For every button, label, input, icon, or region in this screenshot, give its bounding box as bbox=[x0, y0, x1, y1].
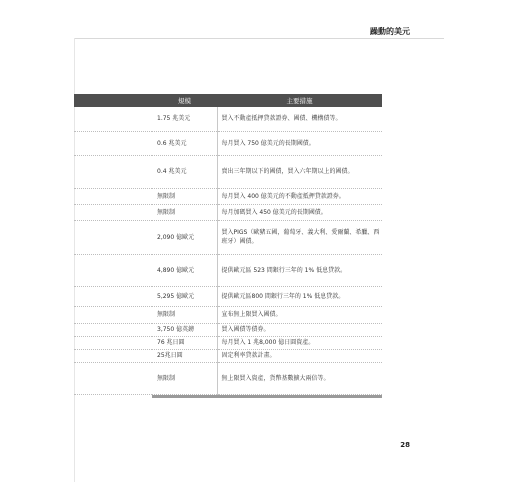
table-row bbox=[74, 254, 382, 286]
measure-cell: 每月買入 400 億美元的不動產抵押貸款證券。 bbox=[217, 188, 382, 204]
qe-measures-table bbox=[74, 94, 382, 395]
measure-cell: 固定利率貸款計畫。 bbox=[217, 349, 382, 362]
table-header-row bbox=[74, 94, 382, 107]
table-row bbox=[74, 362, 382, 394]
measure-cell: 每月買入 750 億美元的長期國債。 bbox=[217, 131, 382, 155]
category-cell bbox=[74, 107, 152, 131]
category-cell bbox=[74, 349, 152, 362]
measure-cell: 宣布無上限買入國債。 bbox=[217, 306, 382, 323]
scale-cell: 0.4 兆美元 bbox=[152, 155, 217, 188]
scale-cell: 無限制 bbox=[152, 362, 217, 394]
measure-cell: 提供歐元區800 間銀行三年的 1% 低息貸款。 bbox=[217, 286, 382, 306]
scale-cell: 0.6 兆美元 bbox=[152, 131, 217, 155]
table-row bbox=[74, 204, 382, 220]
header-cell-measures: 主要措施 bbox=[217, 94, 382, 107]
measure-cell: 買入不動產抵押貸款證券、國債、機構債等。 bbox=[217, 107, 382, 131]
measure-cell: 每月買入 1 兆8,000 億日圓資產。 bbox=[217, 336, 382, 349]
measure-cell: 買入國債等債券。 bbox=[217, 323, 382, 336]
category-cell bbox=[74, 306, 152, 323]
table-row bbox=[74, 306, 382, 323]
category-cell bbox=[74, 254, 152, 286]
measure-cell: 每月加碼買入 450 億美元的長期國債。 bbox=[217, 204, 382, 220]
table-row bbox=[74, 286, 382, 306]
category-cell bbox=[74, 131, 152, 155]
table-row bbox=[74, 349, 382, 362]
measure-cell: 提供歐元區 523 間銀行三年的 1% 低息貸款。 bbox=[217, 254, 382, 286]
table-row bbox=[74, 155, 382, 188]
measure-cell: 買入PIGS（歐豬五國，葡萄牙、義大利、愛爾蘭、希臘、西班牙）國債。 bbox=[217, 220, 382, 254]
scale-cell: 3,750 億英鎊 bbox=[152, 323, 217, 336]
table-row bbox=[74, 107, 382, 131]
header-cell-category bbox=[74, 94, 152, 107]
table-body bbox=[74, 107, 382, 394]
category-cell bbox=[74, 155, 152, 188]
scale-cell: 無限制 bbox=[152, 188, 217, 204]
qe-measures-table-container bbox=[74, 94, 382, 395]
category-cell bbox=[74, 323, 152, 336]
category-cell bbox=[74, 362, 152, 394]
category-cell bbox=[74, 286, 152, 306]
scale-cell: 無限制 bbox=[152, 204, 217, 220]
category-cell bbox=[74, 188, 152, 204]
header-rule bbox=[74, 38, 444, 39]
measure-cell: 無上限買入資產，貨幣基數擴大兩倍等。 bbox=[217, 362, 382, 394]
scale-cell: 25兆日圓 bbox=[152, 349, 217, 362]
scale-cell: 1.75 兆美元 bbox=[152, 107, 217, 131]
table-row bbox=[74, 220, 382, 254]
scale-cell: 無限制 bbox=[152, 306, 217, 323]
measure-cell: 賣出三年期以下的國債，買入六年期以上的國債。 bbox=[217, 155, 382, 188]
table-row bbox=[74, 131, 382, 155]
category-cell bbox=[74, 220, 152, 254]
scale-cell: 4,890 億歐元 bbox=[152, 254, 217, 286]
table-bottom-bar bbox=[152, 395, 382, 398]
page-number: 28 bbox=[400, 441, 410, 449]
table-row bbox=[74, 188, 382, 204]
scale-cell: 5,295 億歐元 bbox=[152, 286, 217, 306]
scale-cell: 2,090 億歐元 bbox=[152, 220, 217, 254]
table-row bbox=[74, 323, 382, 336]
category-cell bbox=[74, 336, 152, 349]
category-cell bbox=[74, 204, 152, 220]
table-row bbox=[74, 336, 382, 349]
running-header-title: 躁動的美元 bbox=[370, 26, 410, 36]
header-cell-scale: 規模 bbox=[152, 94, 217, 107]
scale-cell: 76 兆日圓 bbox=[152, 336, 217, 349]
